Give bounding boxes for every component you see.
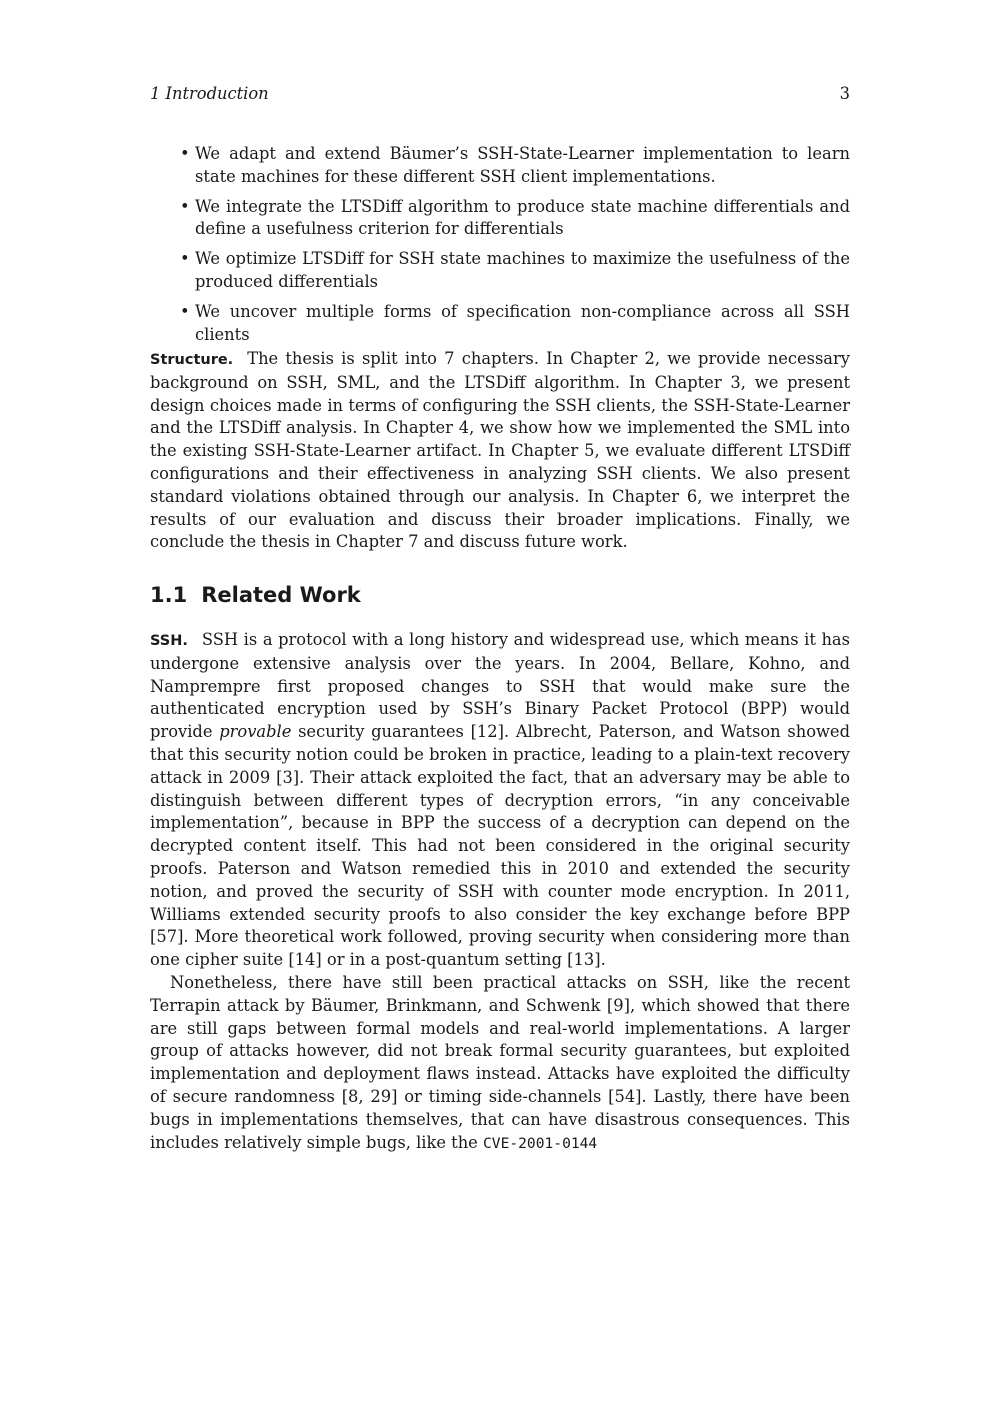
running-header (150, 83, 850, 105)
list-item-text: We uncover multiple forms of specification non-compliance across all SSH clients (195, 301, 850, 344)
related-work-body (150, 629, 850, 1155)
page-number: 3 (839, 84, 850, 103)
list-item (150, 196, 850, 242)
paragraph-text: Nonetheless, there have still been practical attacks on SSH, like the recent Terrapin attack by Bäumer, Brinkmann, and Schwenk [9], which showed that there are still gaps between formal models and real-world implementations. A larger group of attacks however, did not break formal security guarantees, but exploited implementation and deployment flaws instead. Attacks have exploited the difficulty of secure randomness [8, 29] or timing side-channels [54]. Lastly, there have been bugs in implementations themselves, that can have disastrous consequences. This includes relatively simple bugs, like the (150, 972, 850, 1152)
list-item-text: We optimize LTSDiff for SSH state machines to maximize the usefulness of the produced differentials (195, 249, 850, 291)
run-in-heading: Structure. (150, 352, 234, 368)
bullet-icon: • (180, 249, 190, 269)
ssh-paragraph (150, 629, 850, 972)
structure-block (150, 348, 850, 554)
paragraph-text: security guarantees [12]. Albrecht, Paterson, and Watson showed that this security notion could be broken in practice, leading to a plain-text recovery attack in 2009 [3]. Their attack exploited the fact, that an adversary may be able to distinguish between different types of decryption errors, “in any conceivable implementation”, because in BPP the success of a decryption can depend on the decrypted content itself. This had not been considered in the original security proofs. Paterson and Watson remedied this in 2010 and extended the security notion, and proved the security of SSH with counter mode encryption. In 2011, Williams extended security proofs to also consider the key exchange before BPP [57]. More theoretical work followed, proving security when considering more than one cipher suite [14] or in a post-quantum setting [13]. (150, 722, 850, 970)
list-item-text: We integrate the LTSDiff algorithm to produce state machine differentials and define a usefulness criterion for differentials (195, 196, 850, 239)
emphasis-text: provable (219, 722, 292, 742)
section-number: 1.1 (150, 583, 188, 607)
bullet-icon: • (180, 144, 190, 163)
contributions-list (150, 143, 850, 353)
structure-paragraph (150, 348, 850, 554)
paragraph-text: The thesis is split into 7 chapters. In Chapter 2, we provide necessary background on SSH, SML, and the LTSDiff algorithm. In Chapter 3, we present design choices made in terms of configuring the SSH clients, the SSH-State-Learner and the LTSDiff analysis. In Chapter 4, we show how we implemented the SML into the existing SSH-State-Learner artifact. In Chapter 5, we evaluate different LTSDiff configurations and their effectiveness in analyzing SSH clients. We also present standard violations obtained through our analysis. In Chapter 6, we interpret the results of our evaluation and discuss their broader implications. Finally, we conclude the thesis in Chapter 7 and discuss future work. (150, 349, 850, 552)
section-heading (150, 580, 850, 610)
list-item (150, 143, 850, 189)
list-item-text: We adapt and extend Bäumer’s SSH-State-Learner implementation to learn state machines for these different SSH client implementations. (195, 144, 850, 186)
list-item (150, 301, 850, 347)
bullet-icon: • (180, 196, 190, 216)
nonetheless-paragraph (150, 972, 850, 1155)
run-in-heading: SSH. (150, 633, 188, 649)
paragraph-text: SSH is a protocol with a long history and widespread use, which means it has undergone extensive analysis over the years. In 2004, Bellare, Kohno, and Namprempre first proposed changes to SSH that would make sure the authenticated encryption used by SSH’s Binary Packet Protocol (BPP) would provide (150, 630, 850, 742)
cve-code: CVE-2001-0144 (483, 1134, 598, 1152)
chapter-title: 1 Introduction (150, 84, 269, 103)
section-title: Related Work (201, 583, 361, 607)
list-item (150, 248, 850, 294)
bullet-icon: • (180, 301, 190, 321)
